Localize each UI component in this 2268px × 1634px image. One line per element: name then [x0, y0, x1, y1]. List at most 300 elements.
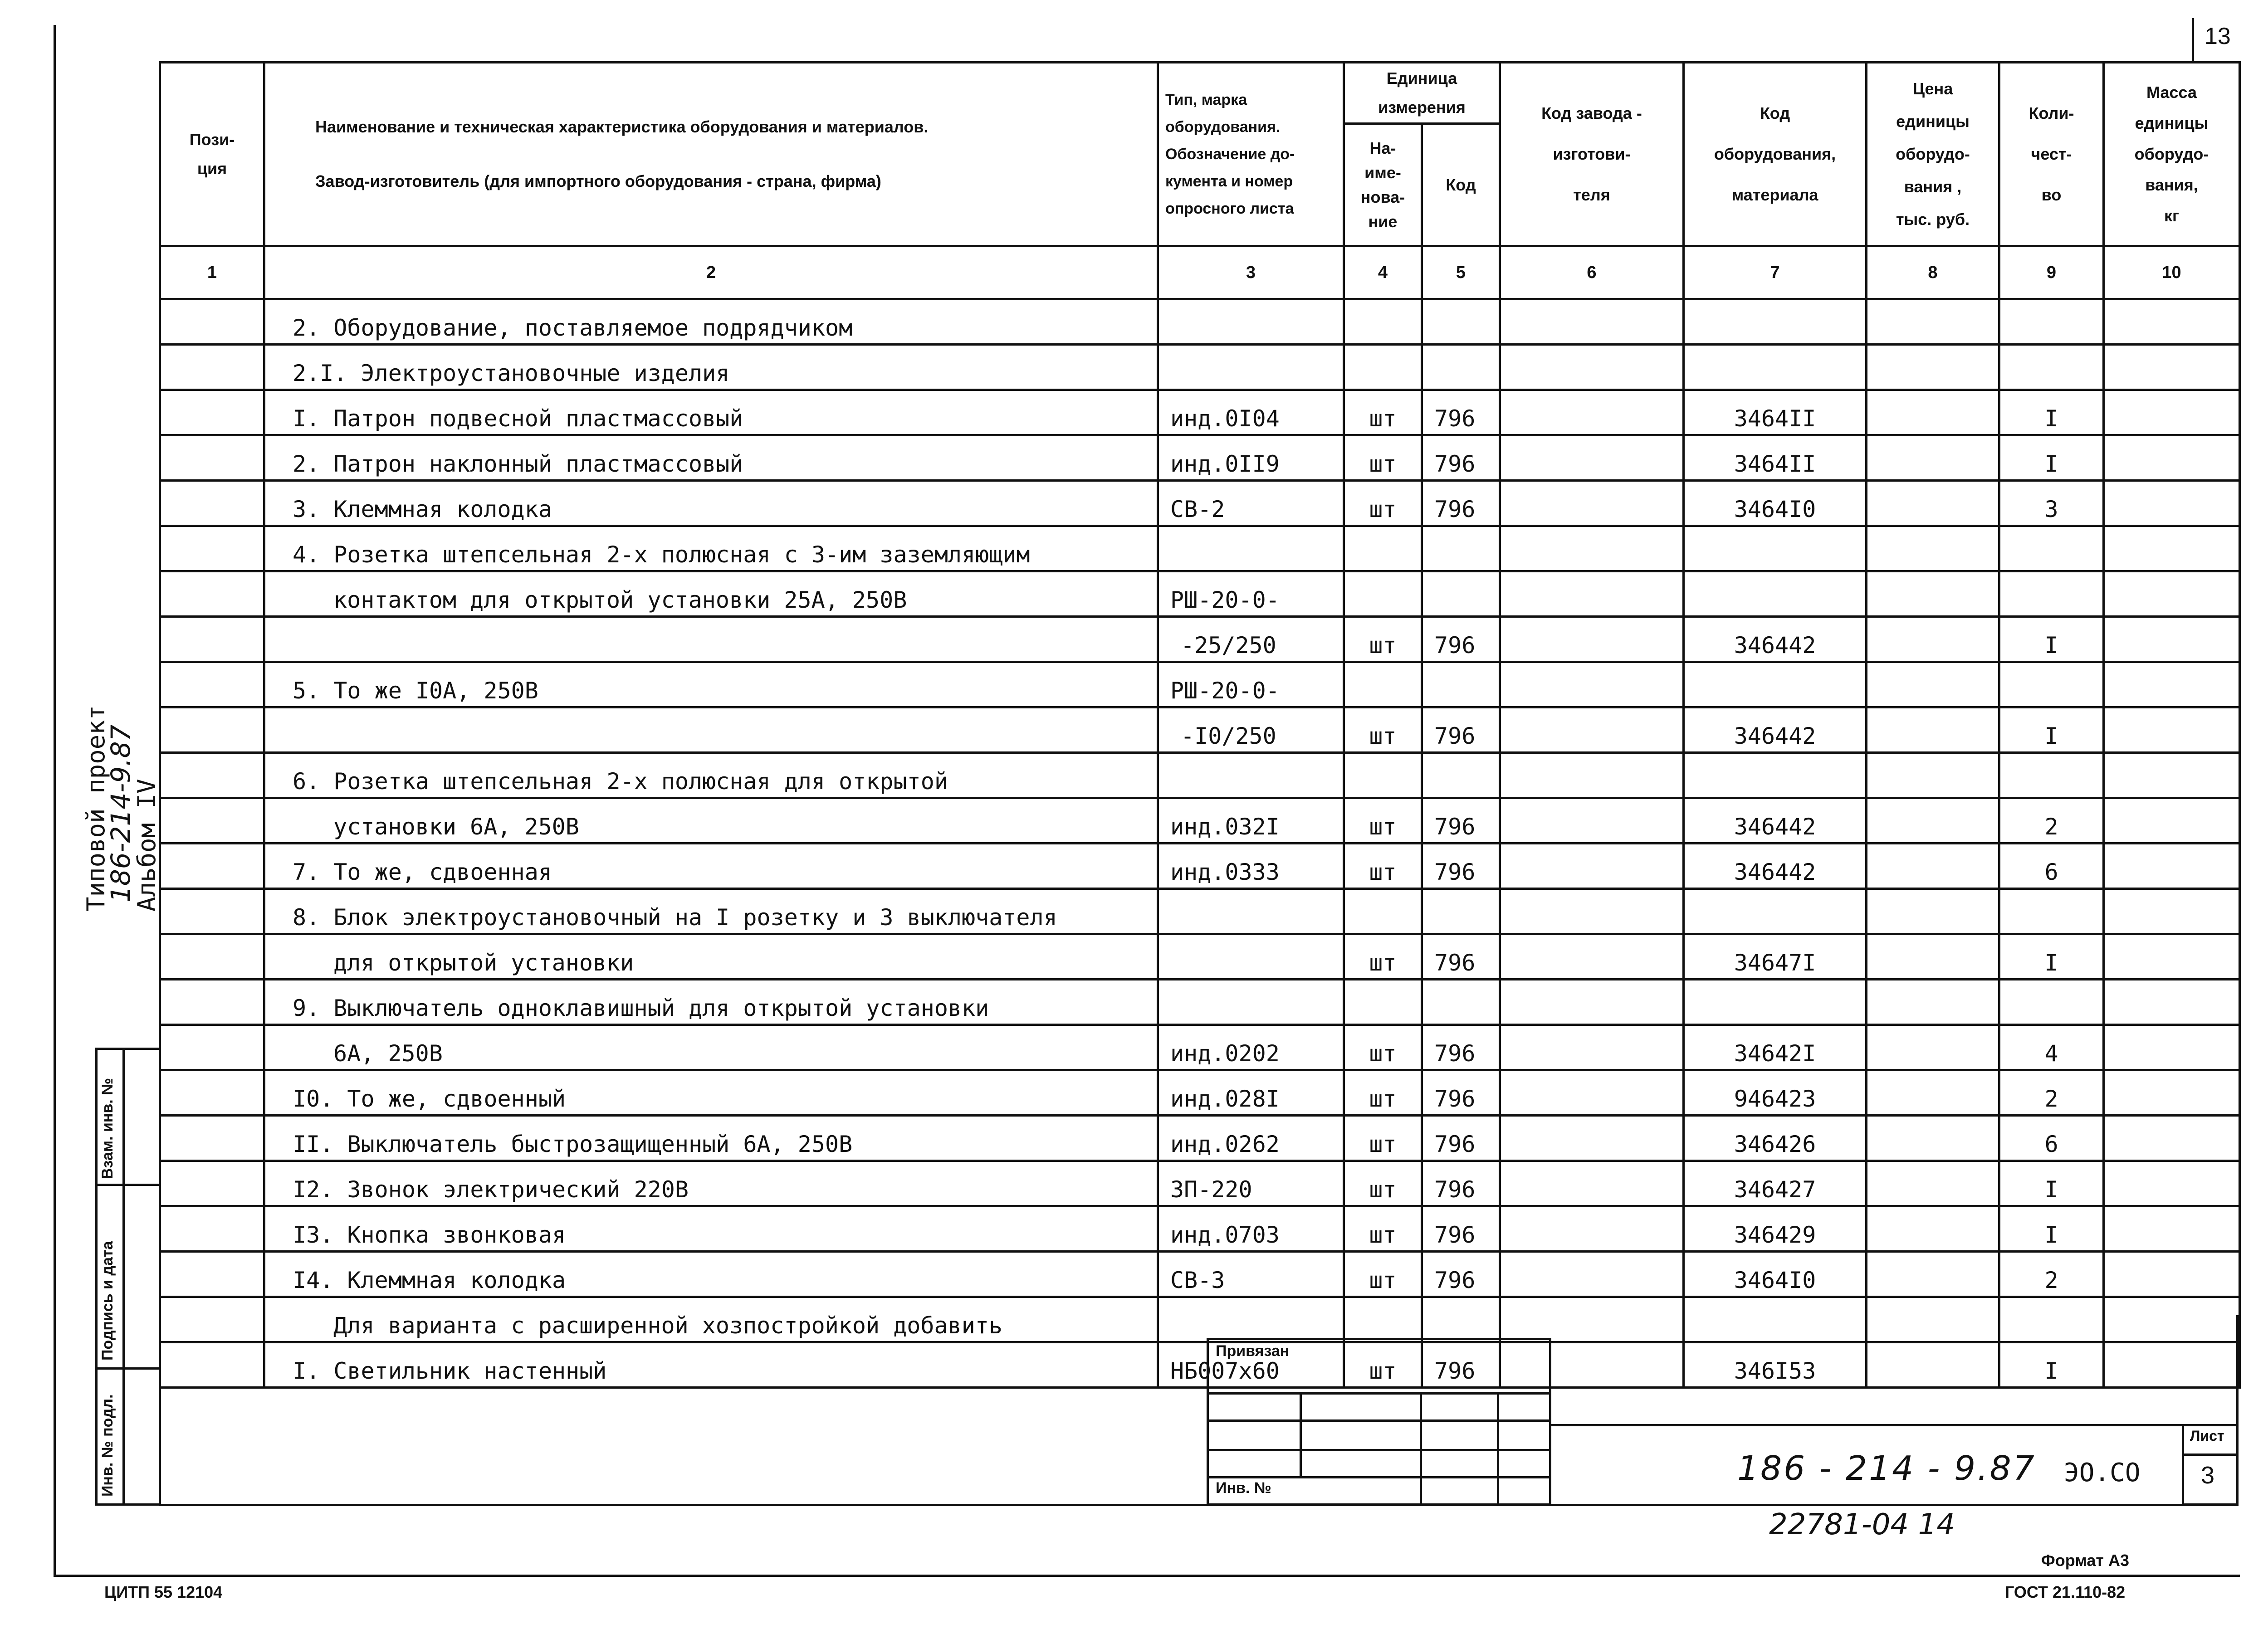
- table-row: [160, 1070, 2240, 1116]
- cell-mass: [2104, 1252, 2240, 1297]
- cell-price: [1867, 889, 1999, 934]
- cell-name: I. Патрон подвесной пластмассовый: [264, 390, 1158, 435]
- cell-quantity: I: [1999, 934, 2104, 980]
- cell-position: [160, 1116, 264, 1161]
- cell-mass: [2104, 798, 2240, 844]
- cell-equipment-code: [1684, 753, 1867, 798]
- table-row: [160, 1342, 2240, 1388]
- cell-equipment-code: [1684, 980, 1867, 1025]
- cell-type: [1158, 753, 1344, 798]
- table-row: [160, 707, 2240, 753]
- cell-mass: [2104, 526, 2240, 571]
- cell-price: [1867, 662, 1999, 707]
- header-row: [160, 63, 2240, 124]
- cell-unit-code: [1422, 571, 1500, 617]
- attached-label: Привязан: [1216, 1342, 1290, 1360]
- cell-factory-code: [1500, 1252, 1684, 1297]
- cell-type: инд.0262: [1158, 1116, 1344, 1161]
- cell-quantity: 6: [1999, 1116, 2104, 1161]
- cell-unit-code: [1422, 662, 1500, 707]
- cell-unit-name: [1344, 571, 1422, 617]
- cell-price: [1867, 390, 1999, 435]
- project-label-line1: Типовой проект: [82, 705, 110, 912]
- left-stamp-divider: [122, 1048, 125, 1506]
- table-row: [160, 753, 2240, 798]
- cell-position: [160, 481, 264, 526]
- table-row: [160, 481, 2240, 526]
- cell-unit-name: [1344, 345, 1422, 390]
- cell-mass: [2104, 1297, 2240, 1342]
- cell-quantity: 6: [1999, 844, 2104, 889]
- cell-unit-code: 796: [1422, 798, 1500, 844]
- original-inventory-label: Инв. № подл.: [99, 1394, 116, 1497]
- cell-unit-code: 796: [1422, 934, 1500, 980]
- bottom-margin-line: [54, 1575, 2240, 1577]
- cell-unit-code: 796: [1422, 481, 1500, 526]
- cell-equipment-code: 34642I: [1684, 1025, 1867, 1070]
- table-row: [160, 1297, 2240, 1342]
- document-code: ЭО.СО: [2064, 1458, 2141, 1488]
- replaced-inventory-label: Взам. инв. №: [99, 1078, 116, 1179]
- cell-unit-name: шт: [1344, 798, 1422, 844]
- cell-equipment-code: 3464I0: [1684, 481, 1867, 526]
- cell-mass: [2104, 299, 2240, 345]
- cell-price: [1867, 345, 1999, 390]
- cell-mass: [2104, 617, 2240, 662]
- cell-type: РШ-20-0-: [1158, 571, 1344, 617]
- cell-quantity: [1999, 526, 2104, 571]
- cell-quantity: I: [1999, 617, 2104, 662]
- cell-name: I3. Кнопка звонковая: [264, 1206, 1158, 1252]
- cell-name: I2. Звонок электрический 220В: [264, 1161, 1158, 1206]
- cell-unit-name: шт: [1344, 1161, 1422, 1206]
- cell-quantity: I: [1999, 707, 2104, 753]
- cell-type: инд.032I: [1158, 798, 1344, 844]
- col-header-equipment-code: Код оборудования, материала: [1684, 63, 1867, 246]
- cell-unit-name: шт: [1344, 481, 1422, 526]
- cell-price: [1867, 1161, 1999, 1206]
- cell-type: [1158, 889, 1344, 934]
- cell-equipment-code: [1684, 571, 1867, 617]
- cell-mass: [2104, 1206, 2240, 1252]
- cell-unit-name: [1344, 299, 1422, 345]
- cell-factory-code: [1500, 481, 1684, 526]
- cell-factory-code: [1500, 980, 1684, 1025]
- cell-position: [160, 571, 264, 617]
- cell-mass: [2104, 435, 2240, 481]
- cell-mass: [2104, 1025, 2240, 1070]
- cell-unit-code: [1422, 980, 1500, 1025]
- cell-position: [160, 707, 264, 753]
- cell-position: [160, 1161, 264, 1206]
- cell-price: [1867, 707, 1999, 753]
- cell-quantity: 2: [1999, 798, 2104, 844]
- cell-position: [160, 844, 264, 889]
- cell-type: -25/250: [1158, 617, 1344, 662]
- cell-price: [1867, 1342, 1999, 1388]
- cell-quantity: [1999, 753, 2104, 798]
- attached-vline-1: [1300, 1392, 1302, 1476]
- cell-unit-name: шт: [1344, 844, 1422, 889]
- cell-quantity: 4: [1999, 1025, 2104, 1070]
- table-row: [160, 299, 2240, 345]
- format-label: Формат А3: [2041, 1551, 2130, 1570]
- left-stamp-h2: [95, 1367, 161, 1370]
- table-row: [160, 980, 2240, 1025]
- table-row: [160, 1025, 2240, 1070]
- cell-price: [1867, 1116, 1999, 1161]
- document-number: 186 - 214 - 9.87: [1737, 1449, 2036, 1488]
- cell-position: [160, 299, 264, 345]
- cell-name: 9. Выключатель одноклавишный для открытой установки: [264, 980, 1158, 1025]
- cell-unit-code: 796: [1422, 1252, 1500, 1297]
- cell-type: инд.0I04: [1158, 390, 1344, 435]
- cell-name: 2.I. Электроустановочные изделия: [264, 345, 1158, 390]
- cell-equipment-code: [1684, 1297, 1867, 1342]
- cell-unit-name: [1344, 889, 1422, 934]
- cell-unit-code: [1422, 889, 1500, 934]
- cell-quantity: I: [1999, 1206, 2104, 1252]
- cell-name: 2. Патрон наклонный пластмассовый: [264, 435, 1158, 481]
- cell-type: инд.0II9: [1158, 435, 1344, 481]
- cell-unit-name: шт: [1344, 1342, 1422, 1388]
- cell-type: инд.0703: [1158, 1206, 1344, 1252]
- table-row: [160, 571, 2240, 617]
- cell-mass: [2104, 934, 2240, 980]
- attached-vline-2: [1420, 1392, 1422, 1506]
- cell-price: [1867, 1297, 1999, 1342]
- cell-factory-code: [1500, 1161, 1684, 1206]
- cell-position: [160, 889, 264, 934]
- cell-name: 3. Клеммная колодка: [264, 481, 1158, 526]
- cell-name: контактом для открытой установки 25А, 250В: [264, 571, 1158, 617]
- cell-name: I. Светильник настенный: [264, 1342, 1158, 1388]
- col-header-name: Наименование и техническая характеристика оборудования и материалов. Завод-изготовитель (для импортного оборудования - страна, фирма): [264, 63, 1158, 246]
- cell-name: I0. То же, сдвоенный: [264, 1070, 1158, 1116]
- cell-name: 7. То же, сдвоенная: [264, 844, 1158, 889]
- cell-position: [160, 1297, 264, 1342]
- cell-position: [160, 526, 264, 571]
- cell-price: [1867, 1070, 1999, 1116]
- table-row: [160, 345, 2240, 390]
- cell-unit-name: шт: [1344, 1025, 1422, 1070]
- cell-position: [160, 662, 264, 707]
- cell-factory-code: [1500, 707, 1684, 753]
- cell-unit-name: шт: [1344, 1252, 1422, 1297]
- cell-unit-code: [1422, 345, 1500, 390]
- cell-position: [160, 1070, 264, 1116]
- cell-type: РШ-20-0-: [1158, 662, 1344, 707]
- cell-mass: [2104, 707, 2240, 753]
- cell-equipment-code: 346442: [1684, 617, 1867, 662]
- cell-name: установки 6А, 250В: [264, 798, 1158, 844]
- cell-factory-code: [1500, 571, 1684, 617]
- cell-position: [160, 753, 264, 798]
- cell-mass: [2104, 390, 2240, 435]
- col-header-position: Пози- ция: [160, 63, 264, 246]
- cell-mass: [2104, 571, 2240, 617]
- cell-price: [1867, 844, 1999, 889]
- col-header-mass: Масса единицы оборудо- вания, кг: [2104, 63, 2240, 246]
- cell-equipment-code: 346427: [1684, 1161, 1867, 1206]
- left-stamp-h1: [95, 1184, 161, 1186]
- cell-unit-code: 796: [1422, 1070, 1500, 1116]
- table-row: [160, 844, 2240, 889]
- cell-equipment-code: 3464II: [1684, 435, 1867, 481]
- cell-equipment-code: [1684, 299, 1867, 345]
- cell-unit-name: шт: [1344, 435, 1422, 481]
- cell-price: [1867, 980, 1999, 1025]
- cell-position: [160, 980, 264, 1025]
- attached-line-4: [1207, 1476, 1551, 1478]
- cell-unit-name: [1344, 526, 1422, 571]
- cell-type: инд.0333: [1158, 844, 1344, 889]
- cell-factory-code: [1500, 889, 1684, 934]
- cell-position: [160, 1342, 264, 1388]
- cell-type: [1158, 980, 1344, 1025]
- cell-quantity: [1999, 571, 2104, 617]
- cell-position: [160, 1206, 264, 1252]
- cell-factory-code: [1500, 1070, 1684, 1116]
- table-row: [160, 934, 2240, 980]
- cell-equipment-code: 346442: [1684, 844, 1867, 889]
- cell-equipment-code: 946423: [1684, 1070, 1867, 1116]
- cell-factory-code: [1500, 934, 1684, 980]
- page-number: 13: [2204, 23, 2231, 49]
- cell-equipment-code: [1684, 526, 1867, 571]
- cell-position: [160, 435, 264, 481]
- cell-mass: [2104, 1161, 2240, 1206]
- cell-mass: [2104, 980, 2240, 1025]
- cell-quantity: [1999, 299, 2104, 345]
- attached-line-2: [1207, 1419, 1551, 1422]
- cell-quantity: I: [1999, 1161, 2104, 1206]
- cell-mass: [2104, 1342, 2240, 1388]
- col-header-type: Тип, марка оборудования. Обозначение до- кумента и номер опросного листа: [1158, 63, 1344, 246]
- cell-unit-code: 796: [1422, 435, 1500, 481]
- cell-price: [1867, 299, 1999, 345]
- cell-factory-code: [1500, 662, 1684, 707]
- cell-factory-code: [1500, 390, 1684, 435]
- cell-type: [1158, 299, 1344, 345]
- cell-unit-code: 796: [1422, 1025, 1500, 1070]
- cell-unit-name: [1344, 1297, 1422, 1342]
- cell-type: [1158, 345, 1344, 390]
- cell-equipment-code: [1684, 345, 1867, 390]
- attached-vline-3: [1497, 1392, 1499, 1506]
- cell-unit-name: [1344, 753, 1422, 798]
- cell-unit-code: 796: [1422, 1116, 1500, 1161]
- cell-position: [160, 934, 264, 980]
- col-header-unit-name: На- име- нова- ние: [1344, 124, 1422, 246]
- cell-mass: [2104, 844, 2240, 889]
- table-row: [160, 617, 2240, 662]
- cell-unit-name: шт: [1344, 1070, 1422, 1116]
- cell-price: [1867, 753, 1999, 798]
- cell-position: [160, 1025, 264, 1070]
- cell-equipment-code: 3464II: [1684, 390, 1867, 435]
- cell-price: [1867, 571, 1999, 617]
- cell-quantity: 3: [1999, 481, 2104, 526]
- page-number-tick: [2192, 18, 2194, 63]
- cell-factory-code: [1500, 798, 1684, 844]
- cell-mass: [2104, 753, 2240, 798]
- table-row: [160, 798, 2240, 844]
- cell-name: [264, 617, 1158, 662]
- footer-left-code: ЦИТП 55 12104: [104, 1583, 223, 1601]
- cell-factory-code: [1500, 617, 1684, 662]
- table-row: [160, 889, 2240, 934]
- cell-equipment-code: [1684, 889, 1867, 934]
- cell-name: I4. Клеммная колодка: [264, 1252, 1158, 1297]
- attached-line-3: [1207, 1449, 1551, 1451]
- cell-name: 5. То же I0А, 250В: [264, 662, 1158, 707]
- cell-name: 6. Розетка штепсельная 2-х полюсная для открытой: [264, 753, 1158, 798]
- column-number-row: 1 2 3 4 5 6 7 8 9 10: [160, 246, 2240, 299]
- cell-unit-code: 796: [1422, 1206, 1500, 1252]
- handwritten-archive-number: 22781-04 14: [1769, 1508, 1955, 1541]
- cell-quantity: [1999, 1297, 2104, 1342]
- cell-unit-code: 796: [1422, 707, 1500, 753]
- cell-factory-code: [1500, 345, 1684, 390]
- cell-name: для открытой установки: [264, 934, 1158, 980]
- attached-line-1: [1207, 1392, 1551, 1395]
- cell-unit-name: [1344, 980, 1422, 1025]
- cell-equipment-code: [1684, 662, 1867, 707]
- cell-unit-code: 796: [1422, 1161, 1500, 1206]
- gost-label: ГОСТ 21.110-82: [2005, 1583, 2126, 1601]
- cell-equipment-code: 346426: [1684, 1116, 1867, 1161]
- cell-unit-code: 796: [1422, 844, 1500, 889]
- cell-equipment-code: 346442: [1684, 798, 1867, 844]
- cell-factory-code: [1500, 1116, 1684, 1161]
- cell-factory-code: [1500, 299, 1684, 345]
- left-margin-line: [54, 25, 56, 1576]
- cell-name: 6А, 250В: [264, 1025, 1158, 1070]
- cell-unit-code: 796: [1422, 617, 1500, 662]
- cell-type: -I0/250: [1158, 707, 1344, 753]
- cell-quantity: I: [1999, 435, 2104, 481]
- table-row: [160, 390, 2240, 435]
- cell-equipment-code: 3464I0: [1684, 1252, 1867, 1297]
- cell-equipment-code: 346429: [1684, 1206, 1867, 1252]
- table-row: [160, 435, 2240, 481]
- cell-quantity: [1999, 980, 2104, 1025]
- cell-factory-code: [1500, 844, 1684, 889]
- sheet-label: Лист: [2190, 1428, 2224, 1444]
- cell-mass: [2104, 1070, 2240, 1116]
- cell-factory-code: [1500, 1297, 1684, 1342]
- cell-price: [1867, 1252, 1999, 1297]
- cell-quantity: 2: [1999, 1070, 2104, 1116]
- col-header-unit-group: Единица измерения: [1344, 63, 1500, 124]
- cell-unit-name: шт: [1344, 617, 1422, 662]
- cell-type: инд.0202: [1158, 1025, 1344, 1070]
- cell-type: [1158, 526, 1344, 571]
- cell-mass: [2104, 662, 2240, 707]
- cell-price: [1867, 617, 1999, 662]
- cell-unit-name: [1344, 662, 1422, 707]
- cell-quantity: [1999, 662, 2104, 707]
- cell-type: СВ-3: [1158, 1252, 1344, 1297]
- table-row: [160, 1116, 2240, 1161]
- col-header-price: Цена единицы оборудо- вания , тыс. руб.: [1867, 63, 1999, 246]
- cell-unit-code: [1422, 1297, 1500, 1342]
- cell-quantity: I: [1999, 1342, 2104, 1388]
- col-header-factory-code: Код завода - изготови- теля: [1500, 63, 1684, 246]
- cell-type: ЗП-220: [1158, 1161, 1344, 1206]
- cell-quantity: [1999, 345, 2104, 390]
- cell-position: [160, 390, 264, 435]
- cell-equipment-code: 346442: [1684, 707, 1867, 753]
- cell-unit-code: [1422, 299, 1500, 345]
- cell-name: Для варианта с расширенной хозпостройкой добавить: [264, 1297, 1158, 1342]
- cell-name: [264, 707, 1158, 753]
- cell-quantity: 2: [1999, 1252, 2104, 1297]
- project-label-line3: Альбом IV: [132, 779, 161, 912]
- specification-table: [159, 61, 2241, 1389]
- sheet-box-divider: [2182, 1454, 2239, 1456]
- frame-bottom: [159, 1504, 2239, 1506]
- cell-factory-code: [1500, 1025, 1684, 1070]
- cell-name: II. Выключатель быстрозащищенный 6А, 250В: [264, 1116, 1158, 1161]
- inventory-number-label: Инв. №: [1216, 1479, 1271, 1497]
- cell-price: [1867, 798, 1999, 844]
- cell-price: [1867, 435, 1999, 481]
- col-header-quantity: Коли- чест- во: [1999, 63, 2104, 246]
- cell-unit-name: шт: [1344, 707, 1422, 753]
- cell-type: инд.028I: [1158, 1070, 1344, 1116]
- cell-price: [1867, 1025, 1999, 1070]
- cell-name: 4. Розетка штепсельная 2-х полюсная с 3-им заземляющим: [264, 526, 1158, 571]
- cell-position: [160, 345, 264, 390]
- cell-type: [1158, 934, 1344, 980]
- cell-type: СВ-2: [1158, 481, 1344, 526]
- table-row: [160, 526, 2240, 571]
- cell-mass: [2104, 481, 2240, 526]
- cell-factory-code: [1500, 435, 1684, 481]
- cell-unit-code: [1422, 753, 1500, 798]
- cell-equipment-code: 34647I: [1684, 934, 1867, 980]
- cell-quantity: I: [1999, 390, 2104, 435]
- cell-unit-name: шт: [1344, 1206, 1422, 1252]
- cell-quantity: [1999, 889, 2104, 934]
- cell-price: [1867, 934, 1999, 980]
- cell-name: 2. Оборудование, поставляемое подрядчиком: [264, 299, 1158, 345]
- cell-equipment-code: 346I53: [1684, 1342, 1867, 1388]
- cell-position: [160, 617, 264, 662]
- cell-factory-code: [1500, 753, 1684, 798]
- cell-type: НБ007х60: [1158, 1342, 1344, 1388]
- table-row: [160, 1252, 2240, 1297]
- cell-position: [160, 1252, 264, 1297]
- cell-unit-name: шт: [1344, 390, 1422, 435]
- cell-mass: [2104, 889, 2240, 934]
- cell-factory-code: [1500, 1206, 1684, 1252]
- cell-mass: [2104, 345, 2240, 390]
- signature-date-label: Подпись и дата: [99, 1241, 116, 1361]
- cell-factory-code: [1500, 526, 1684, 571]
- title-block-top: [1551, 1424, 2239, 1426]
- cell-position: [160, 798, 264, 844]
- sheet-number: 3: [2201, 1462, 2215, 1489]
- cell-price: [1867, 1206, 1999, 1252]
- table-row: [160, 1206, 2240, 1252]
- cell-unit-name: шт: [1344, 1116, 1422, 1161]
- cell-mass: [2104, 1116, 2240, 1161]
- cell-type: [1158, 1297, 1344, 1342]
- cell-unit-code: [1422, 526, 1500, 571]
